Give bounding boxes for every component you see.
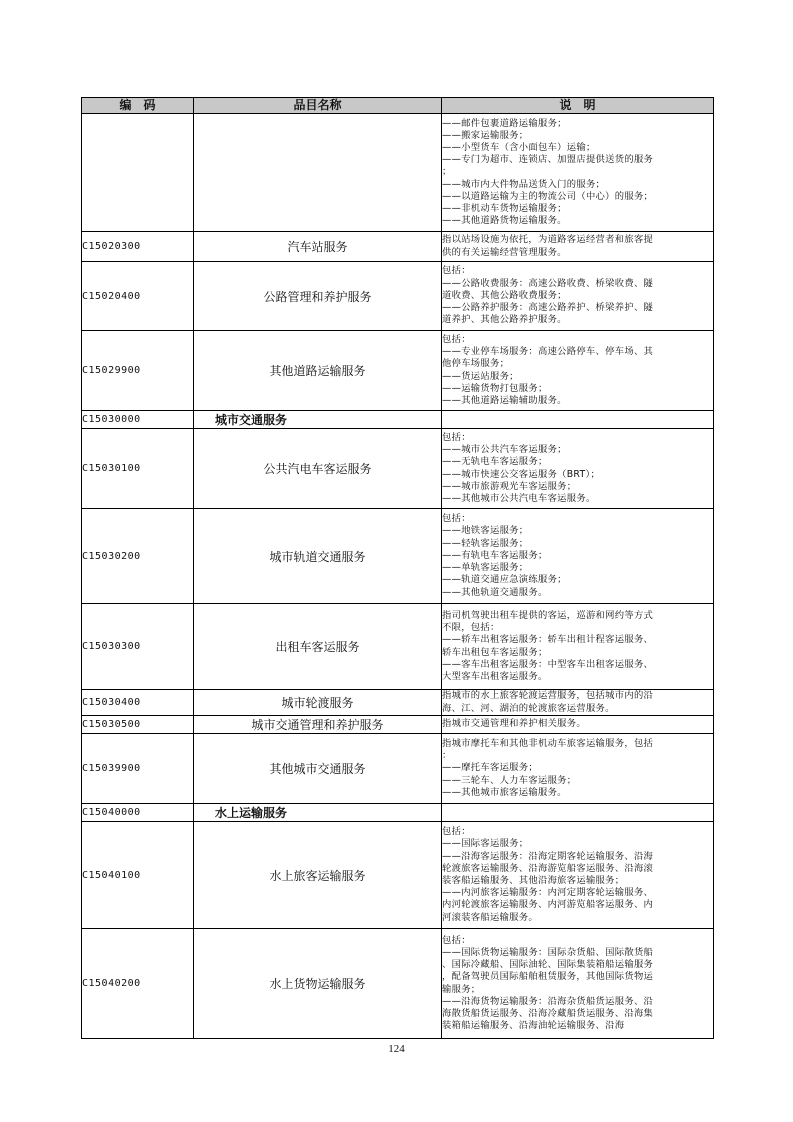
description-text: ——公路养护服务：高速公路养护、桥梁养护、隧: [442, 302, 654, 314]
item-description: [442, 804, 714, 822]
description-text: ——公路收费服务：高速公路收费、桥梁收费、隧: [442, 277, 654, 289]
description-text: 内河轮渡旅客运输服务、内河游览船客运服务、内: [442, 899, 654, 911]
description-text: 轿车出租包车客运服务；: [442, 646, 548, 658]
category-name: 城市交通服务: [194, 411, 442, 429]
header-name: 品目名称: [194, 98, 442, 114]
item-name: 水上旅客运输服务: [194, 822, 442, 929]
description-text: ——其他城市公共汽电车客运服务。: [442, 492, 596, 504]
description-text: ——城市公共汽车客运服务；: [442, 444, 567, 456]
description-text: ——国际货物运输服务：国际杂货船、国际散货船: [442, 946, 654, 958]
description-text: 包括：: [442, 431, 471, 443]
description-text: 海、江、河、湖泊的轮渡旅客运营服务。: [442, 702, 615, 714]
item-description: [442, 716, 714, 734]
page-number: 124: [388, 1043, 405, 1055]
catalog-table: [81, 97, 714, 1039]
table-row: [82, 331, 714, 411]
description-text: ——其他轨道交通服务。: [442, 586, 548, 598]
description-text: ——邮件包裹道路运输服务；: [442, 117, 567, 129]
item-description: [442, 822, 714, 929]
description-text: 指城市交通管理和养护相关服务。: [442, 718, 586, 730]
description-text: ——客车出租客运服务：中型客车出租客运服务、: [442, 658, 654, 670]
description-text: ——沿海货物运输服务：沿海杂货船货运服务、沿: [442, 995, 654, 1007]
description-text: ——以道路运输为主的物流公司（中心）的服务；: [442, 190, 654, 202]
description-text: ——货运站服务；: [442, 370, 519, 382]
item-description: [442, 411, 714, 429]
category-name: 水上运输服务: [194, 804, 442, 822]
table-row: [82, 690, 714, 716]
item-code: C15030400: [82, 690, 194, 716]
description-text: 指司机驾驶出租车提供的客运，巡游和网约等方式: [442, 609, 654, 621]
description-text: ——三轮车、人力车客运服务；: [442, 774, 577, 786]
item-description: [442, 114, 714, 232]
item-description: [442, 429, 714, 509]
description-text: ——其他道路运输辅助服务。: [442, 394, 567, 406]
item-description: [442, 262, 714, 331]
item-name: 公路管理和养护服务: [194, 262, 442, 331]
description-text: ：: [442, 750, 452, 762]
item-code: C15030300: [82, 604, 194, 690]
item-code: C15039900: [82, 734, 194, 804]
table-row: [82, 804, 714, 822]
description-text: ；: [442, 166, 452, 178]
item-code: C15030000: [82, 411, 194, 429]
description-text: ——运输货物打包服务；: [442, 382, 548, 394]
description-text: 指城市的水上旅客轮渡运营服务，包括城市内的沿: [442, 690, 654, 702]
item-code: C15020400: [82, 262, 194, 331]
item-name: 水上货物运输服务: [194, 929, 442, 1039]
item-name: 其他道路运输服务: [194, 331, 442, 411]
description-text: 装箱船运输服务、沿海油轮运输服务、沿海: [442, 1020, 625, 1032]
item-code: C15030200: [82, 509, 194, 604]
item-name: 其他城市交通服务: [194, 734, 442, 804]
item-name: 汽车站服务: [194, 232, 442, 262]
description-text: 他停车场服务；: [442, 358, 510, 370]
item-name: 城市轮渡服务: [194, 690, 442, 716]
description-text: ——其他城市旅客运输服务。: [442, 786, 567, 798]
description-text: 输服务；: [442, 983, 481, 995]
description-text: 指城市摩托车和其他非机动车旅客运输服务，包括: [442, 737, 654, 749]
description-text: 、国际冷藏船、国际油轮、国际集装箱船运输服务: [442, 959, 654, 971]
description-text: 不限，包括：: [442, 622, 500, 634]
item-description: [442, 690, 714, 716]
description-text: ——城市内大件物品送货入门的服务；: [442, 178, 606, 190]
table-row: [82, 509, 714, 604]
description-text: ——轨道交通应急演练服务；: [442, 574, 567, 586]
description-text: 轮渡旅客运输服务、沿海游览船客运服务、沿海滚: [442, 862, 654, 874]
description-text: 大型客车出租客运服务。: [442, 670, 548, 682]
description-text: ——专门为超市、连锁店、加盟店提供送货的服务: [442, 154, 654, 166]
description-text: ——非机动车货物运输服务；: [442, 203, 567, 214]
table-row: [82, 429, 714, 509]
description-text: ——城市旅游观光车客运服务；: [442, 480, 577, 492]
header-desc: 说 明: [442, 98, 714, 114]
table-row: [82, 262, 714, 331]
item-name: [194, 114, 442, 232]
description-text: ——地铁客运服务；: [442, 525, 529, 537]
description-text: ——沿海客运服务：沿海定期客轮运输服务、沿海: [442, 850, 654, 862]
item-name: 城市轨道交通服务: [194, 509, 442, 604]
description-text: ——无轨电车客运服务；: [442, 456, 548, 468]
item-description: [442, 509, 714, 604]
item-name: 公共汽电车客运服务: [194, 429, 442, 509]
description-text: ——轻轨客运服务；: [442, 537, 529, 549]
item-code: C15029900: [82, 331, 194, 411]
item-code: C15030500: [82, 716, 194, 734]
table-row: [82, 232, 714, 262]
description-text: ——小型货车（含小面包车）运输；: [442, 141, 596, 153]
description-text: 包括：: [442, 265, 471, 277]
item-description: [442, 734, 714, 804]
description-text: ——城市快速公交客运服务（BRT）；: [442, 468, 601, 480]
item-code: C15040100: [82, 822, 194, 929]
item-code: C15030100: [82, 429, 194, 509]
description-text: 包括：: [442, 513, 471, 525]
item-description: [442, 604, 714, 690]
item-name: 城市交通管理和养护服务: [194, 716, 442, 734]
table-row: [82, 716, 714, 734]
item-code: C15020300: [82, 232, 194, 262]
description-text: ——单轨客运服务；: [442, 562, 529, 574]
table-row: [82, 411, 714, 429]
description-text: 道收费、其他公路收费服务；: [442, 289, 567, 301]
item-description: [442, 929, 714, 1039]
item-name: 出租车客运服务: [194, 604, 442, 690]
table-row: [82, 604, 714, 690]
table-row: [82, 114, 714, 232]
item-code: C15040000: [82, 804, 194, 822]
description-text: ——其他道路货物运输服务。: [442, 215, 567, 227]
item-code: C15040200: [82, 929, 194, 1039]
table-header-row: [82, 98, 714, 114]
description-text: ——轿车出租客运服务：轿车出租计程客运服务、: [442, 634, 654, 646]
description-text: ——搬家运输服务；: [442, 129, 529, 141]
description-text: ——内河旅客运输服务：内河定期客轮运输服务、: [442, 887, 654, 899]
item-code: [82, 114, 194, 232]
description-text: ——有轨电车客运服务；: [442, 549, 548, 561]
item-description: [442, 331, 714, 411]
description-text: ——摩托车客运服务；: [442, 762, 538, 774]
description-text: ——专业停车场服务：高速公路停车、停车场、其: [442, 346, 654, 358]
description-text: 海散货船货运服务、沿海冷藏船货运服务、沿海集: [442, 1007, 654, 1019]
description-text: 道养护、其他公路养护服务。: [442, 314, 567, 326]
description-text: 装客船运输服务、其他沿海旅客运输服务；: [442, 875, 625, 886]
table-row: [82, 734, 714, 804]
description-text: 包括：: [442, 333, 471, 345]
header-code: 编 码: [82, 98, 194, 114]
description-text: ——国际客运服务；: [442, 838, 529, 850]
description-text: 包括：: [442, 826, 471, 838]
description-text: ，配备驾驶员国际船舶租赁服务，其他国际货物运: [442, 971, 654, 983]
table-row: [82, 822, 714, 929]
description-text: 包括：: [442, 934, 471, 946]
table-row: [82, 929, 714, 1039]
item-description: [442, 232, 714, 262]
description-text: 指以站场设施为依托，为道路客运经营者和旅客提: [442, 234, 654, 246]
description-text: 河滚装客船运输服务。: [442, 911, 538, 923]
description-text: 供的有关运输经营管理服务。: [442, 246, 567, 258]
